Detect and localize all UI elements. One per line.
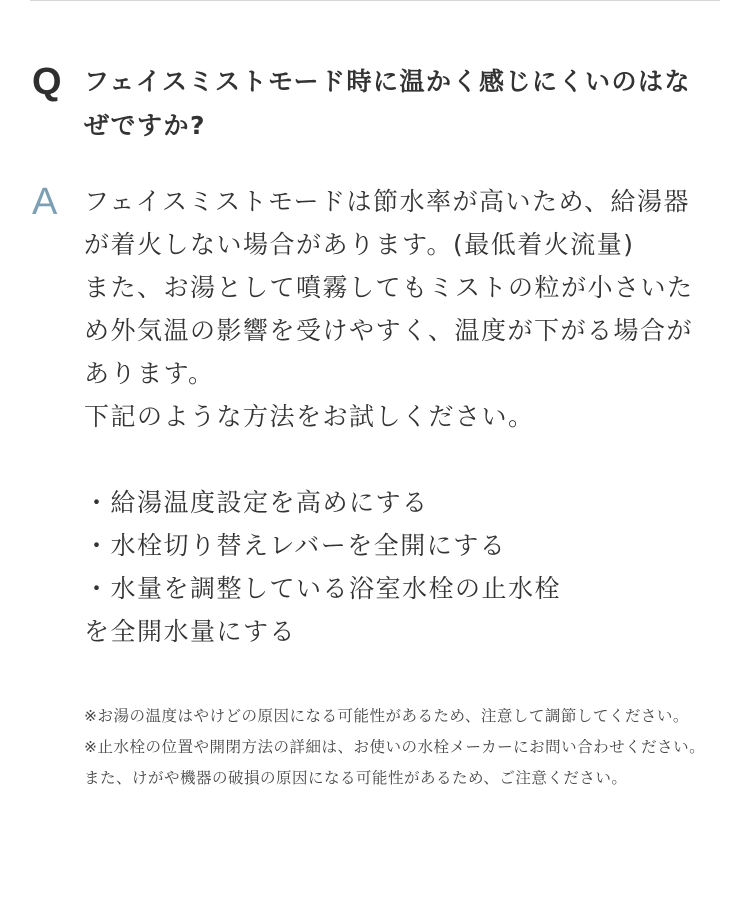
method-list <box>84 481 720 610</box>
method-item-stop-valve: ・水量を調整している浴室水栓の止水栓 <box>84 574 562 603</box>
answer-line: め外気温の影響を受けやすく、温度が下がる場合が <box>84 316 694 345</box>
answer-mark: A <box>32 181 58 223</box>
caution-note-stop-valve: ※止水栓の位置や開閉方法の詳細は、お使いの水栓メーカーにお問い合わせください。また、けがや機器の破損の原因になる可能性があるため、ご注意ください。 <box>84 738 706 787</box>
faq-question <box>30 60 720 148</box>
question-body <box>84 60 720 148</box>
faq-answer <box>30 180 720 794</box>
method-item-stop-valve-continued: を全開水量にする <box>84 617 297 646</box>
caution-notes <box>84 701 720 794</box>
answer-line: また、お湯として噴霧してもミストの粒が小さいた <box>84 273 694 302</box>
answer-line: あります。 <box>84 359 215 388</box>
question-text: フェイスミストモード時に温かく感じにくいのはなぜですか? <box>84 67 692 140</box>
question-mark: Q <box>32 61 62 103</box>
answer-line: フェイスミストモードは節水率が高いため、給湯器 <box>84 187 691 216</box>
top-divider <box>30 0 720 1</box>
caution-note-burn: ※お湯の温度はやけどの原因になる可能性があるため、注意して調節してください。 <box>84 707 689 725</box>
answer-line: が着火しない場合があります。(最低着火流量) <box>84 230 635 259</box>
answer-line: 下記のような方法をお試しください。 <box>84 402 535 431</box>
answer-body <box>84 180 720 794</box>
method-item-water-temperature: ・給湯温度設定を高めにする <box>84 488 429 517</box>
method-item-lever: ・水栓切り替えレバーを全開にする <box>84 531 507 560</box>
